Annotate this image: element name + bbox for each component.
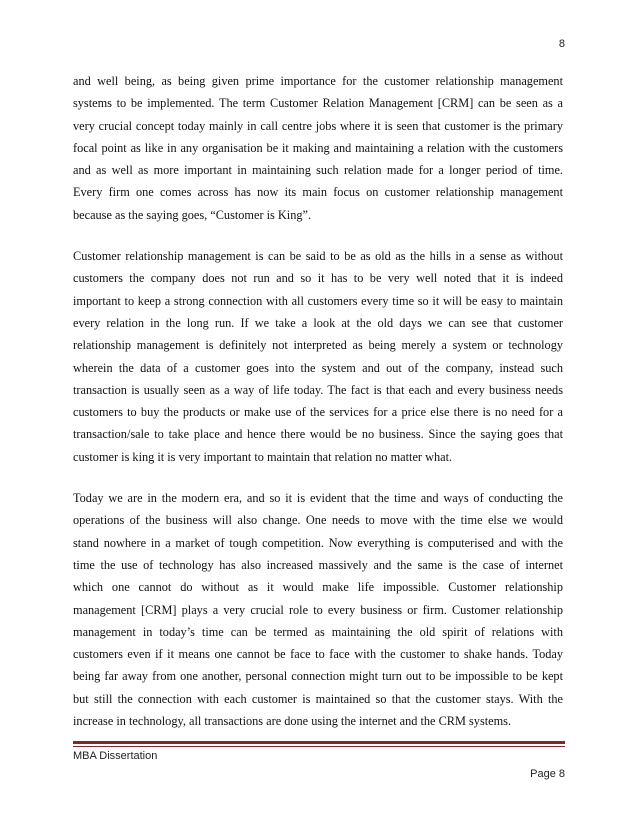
text-line: and well being, as being given prime importance for the customer relationship management [73, 74, 563, 88]
text-line: Today we are in the modern era, and so it is evident that the time and ways of conducting the [73, 491, 563, 506]
text-line: customer is king it is very important to maintain that relation no matter what. [73, 449, 453, 464]
text-line: focal point as like in any organisation be it making and maintaining a relation with the customers [73, 140, 563, 155]
text-line: Every firm one comes across has now its main focus on customer relationship management [73, 185, 563, 200]
text-line: time the use of technology has also increased massively and the same is the case of internet [73, 557, 563, 572]
paragraph [73, 245, 563, 468]
text-line: transaction/sale to take place and hence there would be no business. Since the saying goes that [73, 427, 563, 442]
text-line: stand nowhere in a market of tough competition. Now everything is computerised and with the [73, 535, 563, 550]
header-page-number: 8 [558, 38, 565, 50]
text-line: important to keep a strong connection with all customers every time so it will be easy to maintain [73, 293, 563, 308]
text-line: which one cannot do without as it would make life impossible. Customer relationship [73, 580, 563, 595]
text-line: operations of the business will also change. One needs to move with the time else we would [73, 513, 563, 528]
text-line: because as the saying goes, “Customer is King”. [73, 207, 312, 222]
footer-page-label: Page 8 [530, 768, 565, 780]
text-line: customers even if it means one cannot be face to face with the customer to shake hands. Today [73, 647, 563, 662]
text-line: customers to buy the products or make use of the services for a price else there is no need for a [73, 405, 563, 420]
text-line: being far away from one another, personal connection might turn out to be impossible to be kept [73, 669, 563, 684]
text-line: very crucial concept today mainly in call centre jobs where it is seen that customer is the primary [73, 118, 563, 133]
footer-rule-thick [73, 741, 565, 744]
footer-document-title: MBA Dissertation [73, 750, 158, 762]
text-line: but still the connection with each customer is maintained so that the customer stays. With the [73, 691, 563, 706]
text-line: transaction is usually seen as a way of life today. The fact is that each and every business needs [73, 382, 563, 397]
footer-rule-thin [73, 746, 565, 747]
text-line: systems to be implemented. The term Customer Relation Management [CRM] can be seen as a [73, 96, 563, 111]
paragraph [73, 487, 563, 732]
body-text [73, 70, 563, 751]
text-line: every relation in the long run. If we take a look at the old days we can see that customer [73, 315, 563, 330]
text-line: and as well as more important in maintaining such relation made for a longer period of time. [73, 163, 563, 178]
text-line: customers the company does not run and so it has to be very well noted that it is indeed [73, 271, 563, 286]
text-line: management in today’s time can be termed as maintaining the old spirit of relations with [73, 624, 563, 639]
text-line: increase in technology, all transactions are done using the internet and the CRM systems. [73, 714, 512, 729]
text-line: wherein the data of a customer goes into the system and out of the company, instead such [73, 360, 563, 375]
paragraph [73, 70, 563, 226]
text-line: Customer relationship management is can be said to be as old as the hills in a sense as without [73, 249, 563, 264]
text-line: relationship management is definitely not interpreted as being merely a system or technology [73, 338, 563, 353]
text-line: management [CRM] plays a very crucial role to every business or firm. Customer relationship [73, 602, 563, 617]
